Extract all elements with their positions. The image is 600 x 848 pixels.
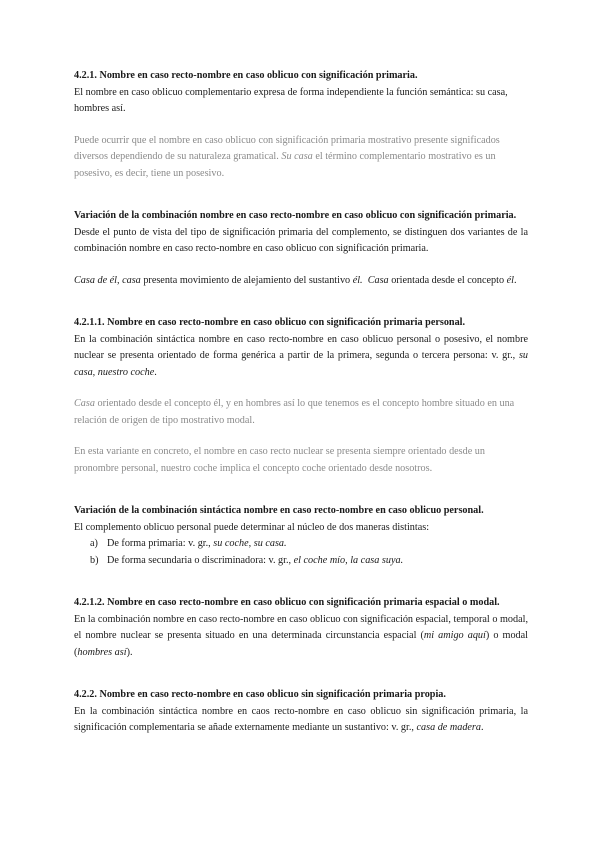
section-heading: Variación de la combinación sintáctica nombre en caso recto-nombre en caso oblicuo personal. — [74, 505, 484, 516]
alpha-list — [74, 536, 528, 569]
section-heading: Variación de la combinación nombre en caso recto-nombre en caso oblicuo con significación primaria. — [74, 210, 517, 221]
list-marker: a) — [90, 538, 98, 549]
section-paragraph: En la combinación sintáctica nombre en caos recto-nombre en caso oblicuo sin significación primaria, la significación complementaria se añade externamente mediante un sustantivo: v. gr., casa de madera. — [74, 705, 528, 733]
section-heading: 4.2.1. Nombre en caso recto-nombre en caso oblicuo con significación primaria. — [74, 70, 418, 81]
section-4-2-2 — [74, 687, 528, 737]
section-4-2-1 — [74, 68, 528, 182]
list-item: a) De forma primaria: v. gr., su coche, su casa. — [107, 536, 528, 553]
section-variacion-primaria — [74, 208, 528, 289]
section-4-2-1-1 — [74, 315, 528, 477]
document-page — [74, 68, 528, 737]
section-variacion-personal — [74, 503, 528, 569]
example-paragraph: Casa de él, casa presenta movimiento de alejamiento del sustantivo él. Casa orientada desde el concepto él. — [74, 274, 517, 286]
section-heading: 4.2.1.2. Nombre en caso recto-nombre en caso oblicuo con significación primaria espacial o modal. — [74, 597, 500, 608]
section-paragraph: Desde el punto de vista del tipo de significación primaria del complemento, se distinguen dos variantes de la combinación nombre en caso recto-nombre en caso oblicuo con significación primaria. — [74, 226, 528, 254]
section-4-2-1-2 — [74, 595, 528, 661]
note-paragraph: Casa orientado desde el concepto él, y en hombres así lo que tenemos es el concepto hombre situado en una relación de origen de tipo mostrativo modal. — [74, 398, 515, 426]
section-heading: 4.2.2. Nombre en caso recto-nombre en caso oblicuo sin significación primaria propia. — [74, 689, 446, 700]
section-paragraph: El nombre en caso oblicuo complementario expresa de forma independiente la función semántica: su casa, hombres así. — [74, 86, 508, 114]
list-marker: b) — [90, 554, 99, 566]
section-heading: 4.2.1.1. Nombre en caso recto-nombre en caso oblicuo con significación primaria personal. — [74, 317, 466, 328]
section-paragraph: En la combinación nombre en caso recto-nombre en caso oblicuo con significación espacial, temporal o modal, el nombre nuclear se presenta situado en una determinada circunstancia espacial (mi amigo aquí) o modal (hombres así). — [74, 613, 528, 658]
section-paragraph: En la combinación sintáctica nombre en caso recto-nombre en caso oblicuo personal o posesivo, el nombre nuclear se presenta orientado de forma genérica a partir de la primera, segunda o tercera persona: v. gr., su casa, nuestro coche. — [74, 333, 528, 378]
list-item: b) De forma secundaria o discriminadora: v. gr., el coche mío, la casa suya. — [107, 553, 528, 570]
note-paragraph: Puede ocurrir que el nombre en caso oblicuo con significación primaria mostrativo presente significados diversos dependiendo de su naturaleza gramatical. Su casa el término complementario mostrativo es un posesivo, es decir, tiene un posesivo. — [74, 134, 500, 179]
section-paragraph: El complemento oblicuo personal puede determinar al núcleo de dos maneras distintas: — [74, 521, 430, 533]
note-paragraph: En esta variante en concreto, el nombre en caso recto nuclear se presenta siempre orientado desde un pronombre personal, nuestro coche implica el concepto coche orientado desde nosotros. — [74, 446, 485, 474]
